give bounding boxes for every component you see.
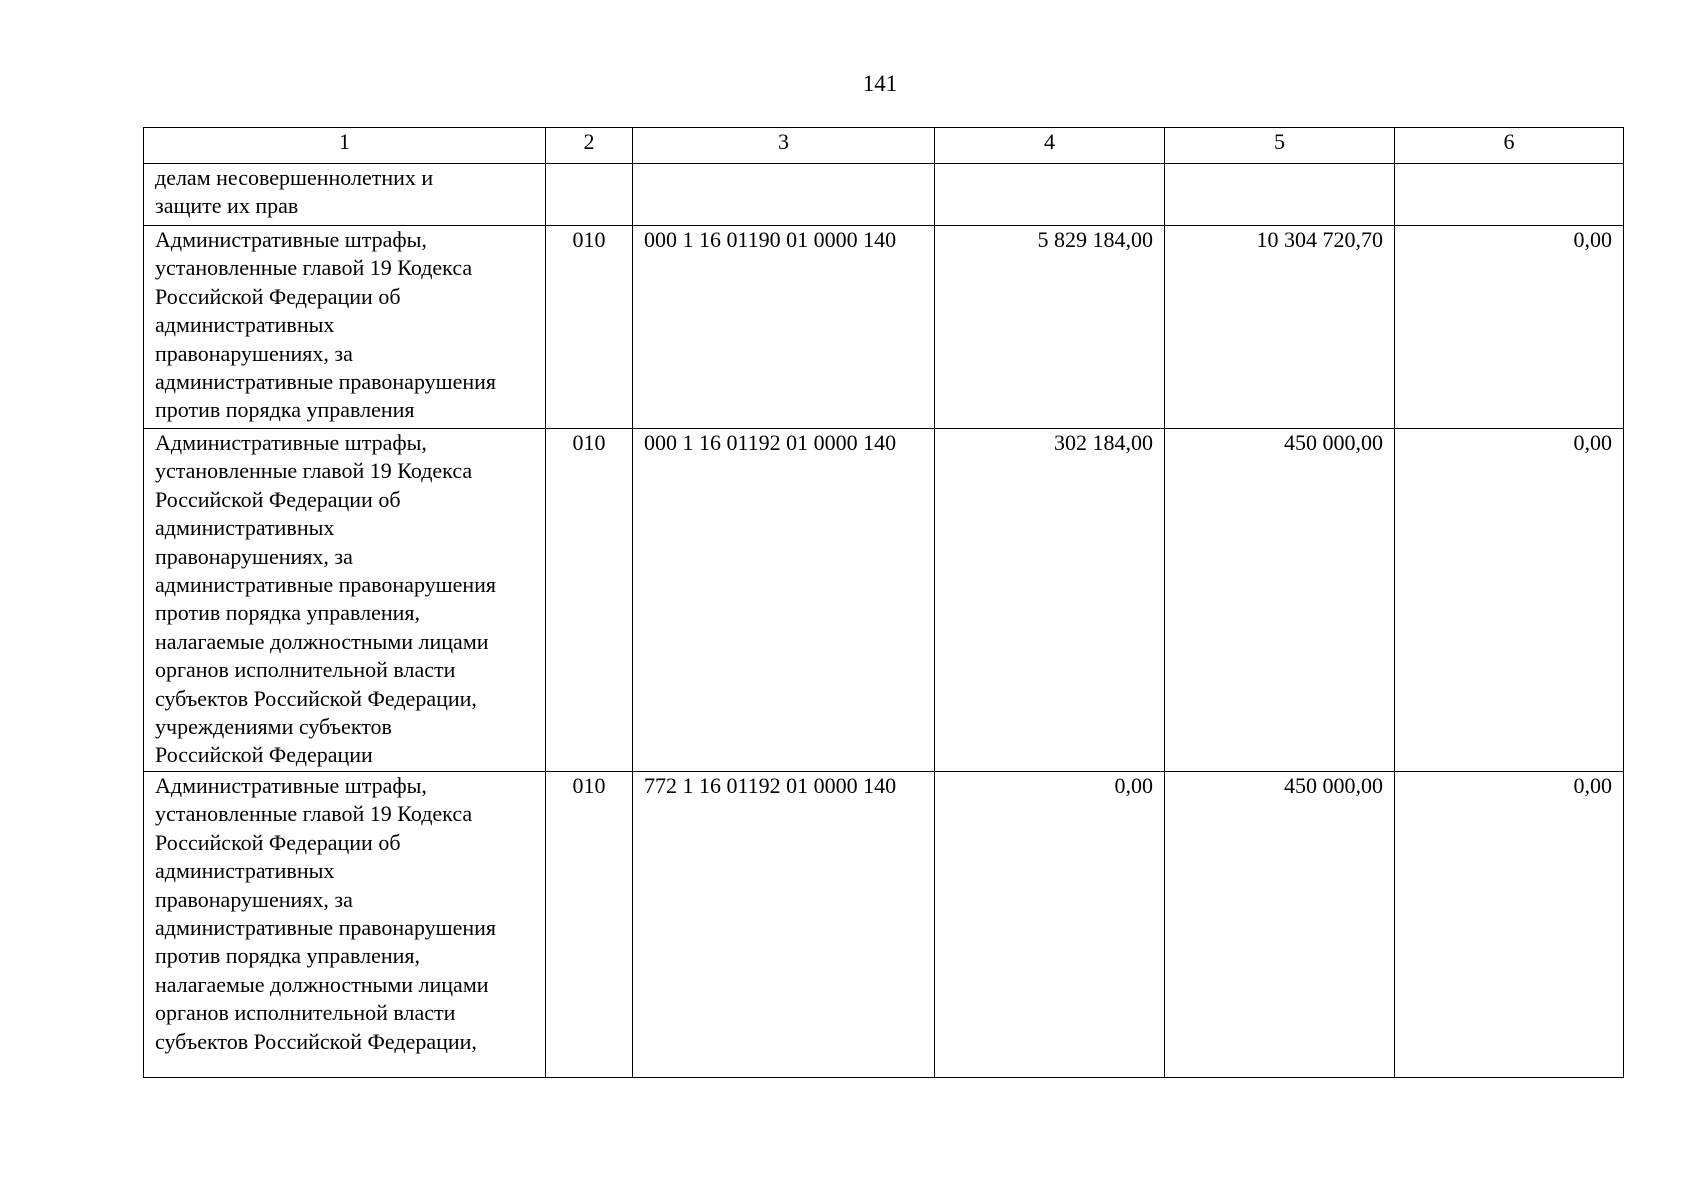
row-value-col4: 302 184,00	[935, 429, 1165, 772]
budget-table	[143, 127, 1624, 1078]
row-value-col5: 450 000,00	[1165, 772, 1395, 1078]
table-header-row	[144, 128, 1624, 164]
row-value-col6: 0,00	[1395, 772, 1624, 1078]
row-value-col5: 10 304 720,70	[1165, 226, 1395, 429]
row-value-col5	[1165, 164, 1395, 226]
row-value-col6	[1395, 164, 1624, 226]
row-code-cell: 010	[546, 226, 633, 429]
page-number: 141	[862, 71, 898, 96]
row-name-cell: Административные штрафы, установленные главой 19 Кодекса Российской Федерации об административных правонарушениях, за административные правонарушения против порядка управления, налагаемые должностными лицами органов исполнительной власти субъектов Российской Федерации, учреждениями субъектов Российской Федерации	[144, 429, 546, 772]
row-kbk-cell: 772 1 16 01192 01 0000 140	[633, 772, 935, 1078]
row-value-col4: 0,00	[935, 772, 1165, 1078]
table-row	[144, 226, 1624, 429]
column-header: 3	[633, 128, 935, 164]
row-code-cell	[546, 164, 633, 226]
row-value-col6: 0,00	[1395, 429, 1624, 772]
column-header: 1	[144, 128, 546, 164]
row-name-cell: Административные штрафы, установленные главой 19 Кодекса Российской Федерации об административных правонарушениях, за административные правонарушения против порядка управления	[144, 226, 546, 429]
row-kbk-cell: 000 1 16 01190 01 0000 140	[633, 226, 935, 429]
table-row	[144, 164, 1624, 226]
row-name-cell: делам несовершеннолетних и защите их прав	[144, 164, 546, 226]
row-code-cell: 010	[546, 772, 633, 1078]
row-kbk-cell: 000 1 16 01192 01 0000 140	[633, 429, 935, 772]
row-value-col5: 450 000,00	[1165, 429, 1395, 772]
row-kbk-cell	[633, 164, 935, 226]
column-header: 5	[1165, 128, 1395, 164]
row-name-cell: Административные штрафы, установленные главой 19 Кодекса Российской Федерации об административных правонарушениях, за административные правонарушения против порядка управления, налагаемые должностными лицами органов исполнительной власти субъектов Российской Федерации,	[144, 772, 546, 1078]
table-row	[144, 429, 1624, 772]
row-code-cell: 010	[546, 429, 633, 772]
row-value-col6: 0,00	[1395, 226, 1624, 429]
column-header: 6	[1395, 128, 1624, 164]
table-row	[144, 772, 1624, 1078]
row-value-col4	[935, 164, 1165, 226]
column-header: 4	[935, 128, 1165, 164]
row-value-col4: 5 829 184,00	[935, 226, 1165, 429]
column-header: 2	[546, 128, 633, 164]
